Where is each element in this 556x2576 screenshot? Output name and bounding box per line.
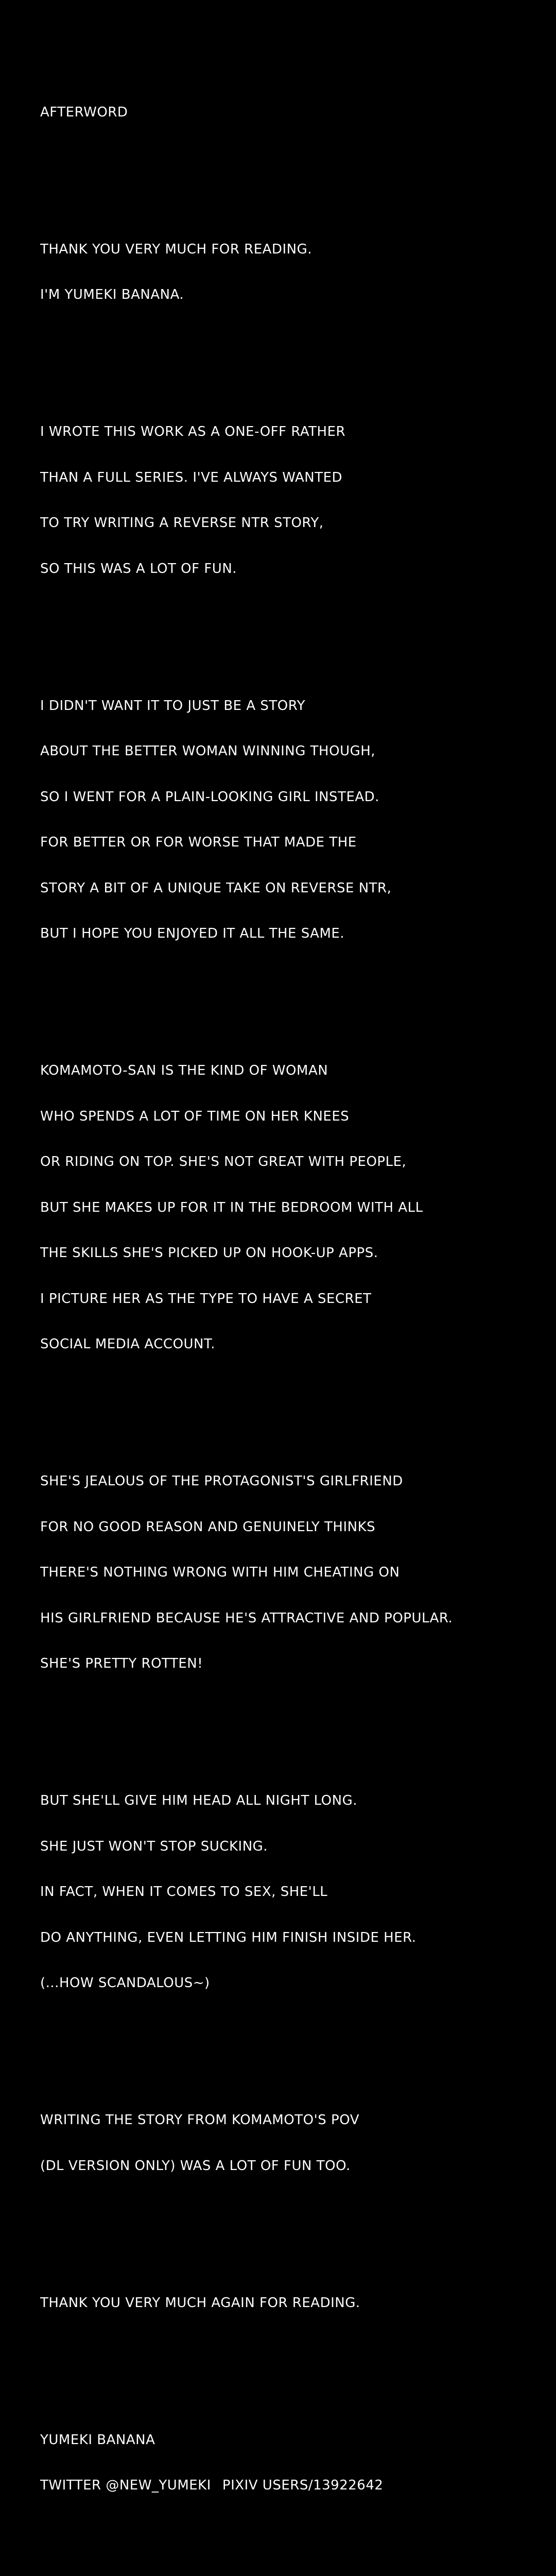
text-line: ABOUT THE BETTER WOMAN WINNING THOUGH, <box>40 743 376 759</box>
signature <box>40 2402 534 2524</box>
text-line: WHO SPENDS A LOT OF TIME ON HER KNEES <box>40 1108 350 1124</box>
text-line: THE SKILLS SHE'S PICKED UP ON HOOK-UP APPS. <box>40 1245 378 1261</box>
text-line: HIS GIRLFRIEND BECAUSE HE'S ATTRACTIVE AND POPULAR. <box>40 1610 453 1626</box>
text-line: (DL VERSION ONLY) WAS A LOT OF FUN TOO. <box>40 2158 351 2174</box>
text-line: SO I WENT FOR A PLAIN-LOOKING GIRL INSTEAD. <box>40 789 379 805</box>
text-line: OR RIDING ON TOP. SHE'S NOT GREAT WITH PEOPLE, <box>40 1154 407 1170</box>
paragraph-thanks <box>40 212 534 333</box>
social-links <box>40 2478 534 2494</box>
text-line: KOMAMOTO-SAN IS THE KIND OF WOMAN <box>40 1063 328 1078</box>
text-line: I WROTE THIS WORK AS A ONE-OFF RATHER <box>40 424 346 439</box>
text-line: WRITING THE STORY FROM KOMAMOTO'S POV <box>40 2112 360 2128</box>
afterword-heading: AFTERWORD <box>40 104 128 120</box>
text-line: BUT SHE MAKES UP FOR IT IN THE BEDROOM WITH ALL <box>40 1199 423 1215</box>
paragraph-all-night <box>40 1763 534 2022</box>
text-line: THANK YOU VERY MUCH FOR READING. <box>40 241 312 257</box>
text-line: BUT SHE'LL GIVE HIM HEAD ALL NIGHT LONG. <box>40 1793 358 1808</box>
paragraph-plain-girl <box>40 668 534 972</box>
text-line: THAN A FULL SERIES. I'VE ALWAYS WANTED <box>40 469 343 485</box>
text-line: IN FACT, WHEN IT COMES TO SEX, SHE'LL <box>40 1884 328 1900</box>
text-line: STORY A BIT OF A UNIQUE TAKE ON REVERSE NTR, <box>40 880 392 896</box>
author-name: YUMEKI BANANA <box>40 2432 155 2448</box>
twitter-handle: @NEW_YUMEKI <box>106 2478 211 2493</box>
text-line: THANK YOU VERY MUCH AGAIN FOR READING. <box>40 2295 360 2311</box>
text-line: BUT I HOPE YOU ENJOYED IT ALL THE SAME. <box>40 926 345 941</box>
paragraph-jealous <box>40 1444 534 1702</box>
paragraph-thanks-again <box>40 2265 534 2342</box>
twitter-label: TWITTER <box>40 2478 101 2493</box>
text-line: SHE'S PRETTY ROTTEN! <box>40 1656 203 1671</box>
text-line: SO THIS WAS A LOT OF FUN. <box>40 561 237 577</box>
pixiv-id: USERS/13922642 <box>262 2478 384 2493</box>
text-line: (...HOW SCANDALOUS~) <box>40 1975 210 1991</box>
text-line: I'M YUMEKI BANANA. <box>40 287 184 302</box>
text-line: FOR BETTER OR FOR WORSE THAT MADE THE <box>40 835 357 850</box>
paragraph-komamoto <box>40 1033 534 1383</box>
paragraph-pov <box>40 2082 534 2204</box>
pixiv-label: PIXIV <box>222 2478 258 2493</box>
text-line: I PICTURE HER AS THE TYPE TO HAVE A SECRET <box>40 1291 372 1307</box>
text-line: SOCIAL MEDIA ACCOUNT. <box>40 1336 216 1352</box>
text-line: TO TRY WRITING A REVERSE NTR STORY, <box>40 515 324 531</box>
text-line: I DIDN'T WANT IT TO JUST BE A STORY <box>40 698 306 714</box>
text-line: FOR NO GOOD REASON AND GENUINELY THINKS <box>40 1519 376 1535</box>
text-line: THERE'S NOTHING WRONG WITH HIM CHEATING ON <box>40 1565 400 1580</box>
text-line: SHE JUST WON'T STOP SUCKING. <box>40 1838 268 1854</box>
paragraph-one-off <box>40 394 534 607</box>
afterword-text <box>40 29 534 2576</box>
text-line: DO ANYTHING, EVEN LETTING HIM FINISH INSIDE HER. <box>40 1929 416 1945</box>
text-line: SHE'S JEALOUS OF THE PROTAGONIST'S GIRLFRIEND <box>40 1473 403 1489</box>
